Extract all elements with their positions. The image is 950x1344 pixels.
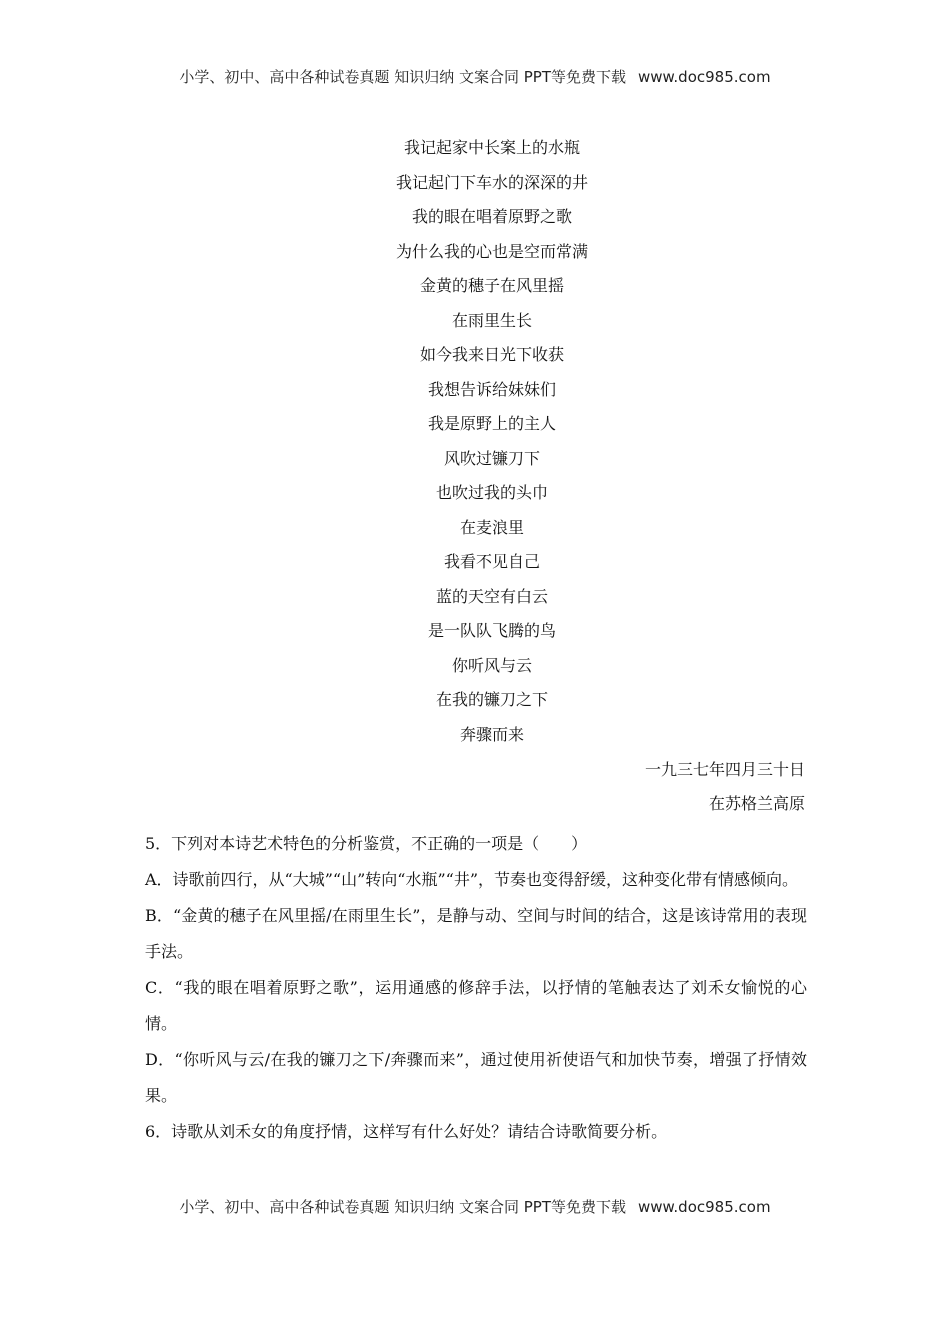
poem-place: 在苏格兰高原	[708, 794, 805, 813]
option-a: A．诗歌前四行，从“大城”“山”转向“水瓶”“井”，节奏也变得舒缓，这种变化带有情感倾向。	[145, 870, 798, 889]
page-footer	[0, 1196, 950, 1217]
poem-line: 我记起家中长案上的水瓶	[403, 138, 580, 157]
poem-line: 我是原野上的主人	[427, 414, 556, 433]
header-text: 小学、初中、高中各种试卷真题 知识归纳 文案合同 PPT等免费下载	[179, 68, 626, 86]
poem-line: 在我的镰刀之下	[435, 690, 548, 709]
footer-url[interactable]: www.doc985.com	[637, 1198, 771, 1216]
header-url[interactable]: www.doc985.com	[637, 68, 771, 86]
poem-signature	[645, 758, 805, 826]
option-b: B．“金黄的穗子在风里摇/在雨里生长”，是静与动、空间与时间的结合，这是该诗常用的表现手法。	[145, 906, 807, 961]
poem-line: 如今我来日光下收获	[419, 345, 564, 364]
option-d: D．“你听风与云/在我的镰刀之下/奔骤而来”，通过使用祈使语气和加快节奏，增强了抒情效果。	[145, 1050, 807, 1105]
question-6: 6．诗歌从刘禾女的角度抒情，这样写有什么好处？请结合诗歌简要分析。	[145, 1122, 668, 1141]
footer-text: 小学、初中、高中各种试卷真题 知识归纳 文案合同 PPT等免费下载	[179, 1198, 626, 1216]
poem-line: 奔骤而来	[459, 724, 524, 744]
poem-date: 一九三七年四月三十日	[644, 760, 805, 779]
poem-line: 在雨里生长	[451, 310, 532, 330]
poem-line: 为什么我的心也是空而常满	[395, 241, 588, 261]
poem-line: 我记起门下车水的深深的井	[395, 172, 588, 192]
poem-line: 也吹过我的头巾	[435, 483, 548, 502]
option-c: C．“我的眼在唱着原野之歌”，运用通感的修辞手法，以抒情的笔触表达了刘禾女愉悦的心情。	[145, 978, 807, 1033]
poem-line: 我的眼在唱着原野之歌	[411, 207, 572, 226]
page-header	[0, 66, 950, 87]
poem-line: 金黄的穗子在风里摇	[419, 276, 564, 295]
question-5: 5．下列对本诗艺术特色的分析鉴赏，不正确的一项是（ ）	[145, 834, 588, 853]
poem-line: 我想告诉给妹妹们	[427, 379, 556, 399]
questions	[145, 826, 807, 1150]
poem-line: 你听风与云	[451, 655, 532, 675]
poem-line: 蓝的天空有白云	[435, 586, 548, 606]
poem-line: 我看不见自己	[443, 552, 540, 571]
poem-line: 风吹过镰刀下	[443, 448, 540, 468]
poem-line: 在麦浪里	[459, 517, 524, 537]
poem-line: 是一队队飞腾的鸟	[427, 621, 556, 640]
poem	[182, 136, 802, 757]
